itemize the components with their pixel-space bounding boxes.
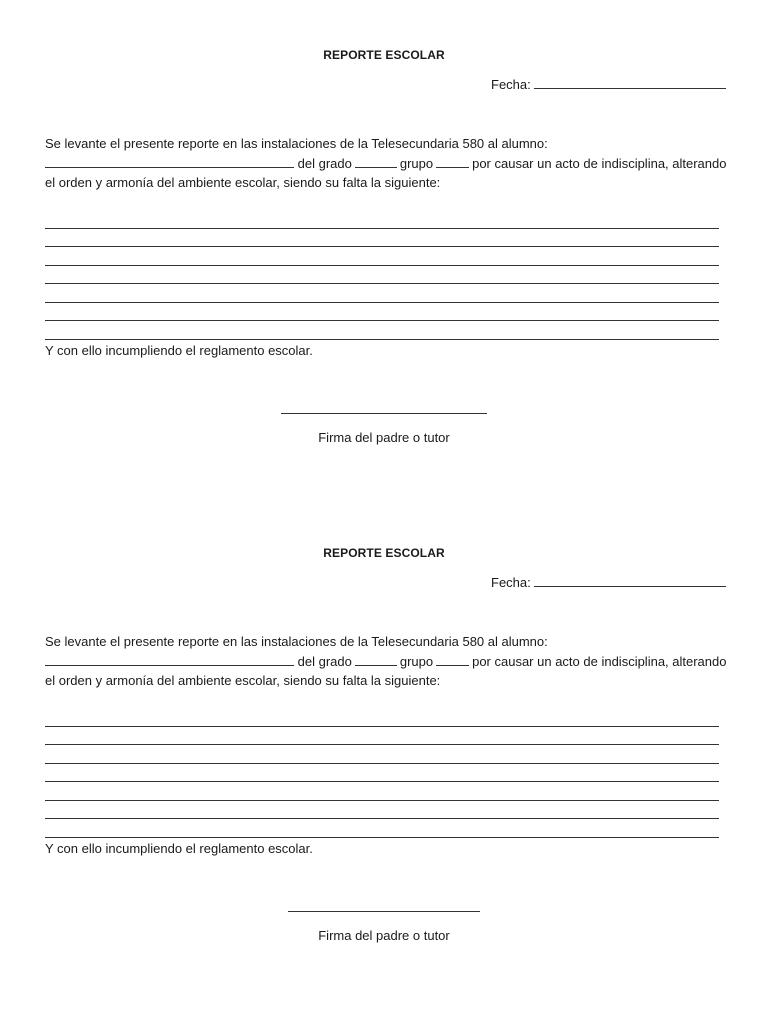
group-label: grupo: [399, 653, 434, 669]
date-row: [491, 76, 731, 92]
date-row: [491, 574, 731, 590]
continuation-text: el orden y armonía del ambiente escolar, siendo su falta la siguiente:: [45, 673, 441, 688]
group-blank[interactable]: [436, 156, 469, 168]
report-title: REPORTE ESCOLAR: [323, 546, 445, 560]
offense-line[interactable]: [45, 782, 719, 801]
offense-line[interactable]: [45, 745, 719, 764]
student-line: [45, 652, 727, 672]
offense-line[interactable]: [45, 210, 719, 229]
offense-line[interactable]: [45, 303, 719, 322]
grade-label: del grado: [297, 653, 352, 669]
signature-label: Firma del padre o tutor: [318, 430, 450, 445]
offense-lines: [45, 210, 719, 340]
offense-line[interactable]: [45, 284, 719, 303]
group-blank[interactable]: [436, 654, 469, 666]
group-label: grupo: [399, 155, 434, 171]
grade-label: del grado: [297, 155, 352, 171]
offense-line[interactable]: [45, 266, 719, 285]
report-title: REPORTE ESCOLAR: [323, 48, 445, 62]
offense-line[interactable]: [45, 229, 719, 248]
signature-line[interactable]: [281, 413, 487, 414]
continuation-text: el orden y armonía del ambiente escolar, siendo su falta la siguiente:: [45, 175, 441, 190]
closing-text: Y con ello incumpliendo el reglamento escolar.: [45, 343, 313, 358]
date-blank[interactable]: [534, 574, 726, 587]
date-label: Fecha:: [491, 575, 531, 590]
offense-lines: [45, 708, 719, 838]
grade-blank[interactable]: [355, 156, 397, 168]
student-line: [45, 154, 727, 174]
intro-text: Se levante el presente reporte en las instalaciones de la Telesecundaria 580 al alumno:: [45, 136, 548, 151]
cause-text: por causar un acto de indisciplina, alterando: [472, 155, 727, 171]
offense-line[interactable]: [45, 321, 719, 340]
offense-line[interactable]: [45, 801, 719, 820]
offense-line[interactable]: [45, 247, 719, 266]
date-blank[interactable]: [534, 76, 726, 89]
signature-label: Firma del padre o tutor: [318, 928, 450, 943]
signature-line[interactable]: [288, 911, 480, 912]
grade-blank[interactable]: [355, 654, 397, 666]
intro-text: Se levante el presente reporte en las instalaciones de la Telesecundaria 580 al alumno:: [45, 634, 548, 649]
offense-line[interactable]: [45, 764, 719, 783]
closing-text: Y con ello incumpliendo el reglamento escolar.: [45, 841, 313, 856]
offense-line[interactable]: [45, 819, 719, 838]
offense-line[interactable]: [45, 708, 719, 727]
student-name-blank[interactable]: [45, 156, 294, 168]
cause-text: por causar un acto de indisciplina, alterando: [472, 653, 727, 669]
date-label: Fecha:: [491, 77, 531, 92]
student-name-blank[interactable]: [45, 654, 294, 666]
report-paragraph: [45, 632, 727, 691]
offense-line[interactable]: [45, 727, 719, 746]
report-paragraph: [45, 134, 727, 193]
